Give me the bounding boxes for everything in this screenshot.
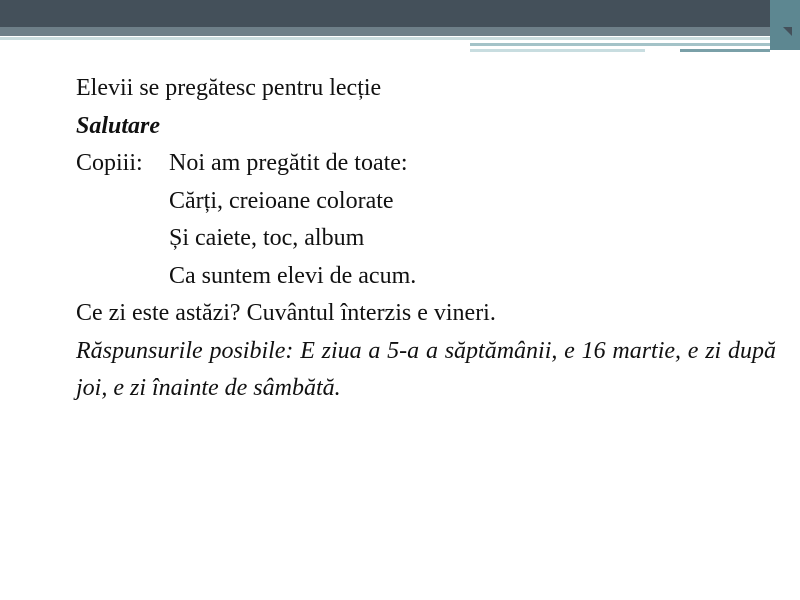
header-strip <box>470 49 645 52</box>
header-dark-bar <box>0 0 800 27</box>
header-triangle <box>783 27 792 36</box>
poem-line: Cărți, creioane colorate <box>169 187 394 214</box>
header-strip <box>470 43 770 46</box>
poem-label: Copiii: <box>76 150 143 176</box>
intro-line: Elevii se pregătesc pentru lecție <box>76 75 382 101</box>
poem-first-row <box>76 145 776 183</box>
poem-line: Și caiete, toc, album <box>169 225 365 251</box>
slide-header-decoration <box>0 0 800 56</box>
question-line: Ce zi este astăzi? Cuvântul înterzis e vineri. <box>76 300 496 326</box>
header-strip <box>680 49 770 52</box>
poem-line: Ca suntem elevi de acum. <box>169 262 417 289</box>
header-teal-block <box>770 0 800 50</box>
section-heading: Salutare <box>76 112 161 139</box>
poem-line: Noi am pregătit de toate: <box>169 150 408 176</box>
slide-body <box>76 70 776 408</box>
header-strip <box>0 37 770 40</box>
header-mid-bar <box>0 27 800 36</box>
answer-paragraph: Răspunsurile posibile: E ziua a 5-a a săptămânii, e 16 martie, e zi după joi, e zi înainte de sâmbătă. <box>76 337 776 401</box>
